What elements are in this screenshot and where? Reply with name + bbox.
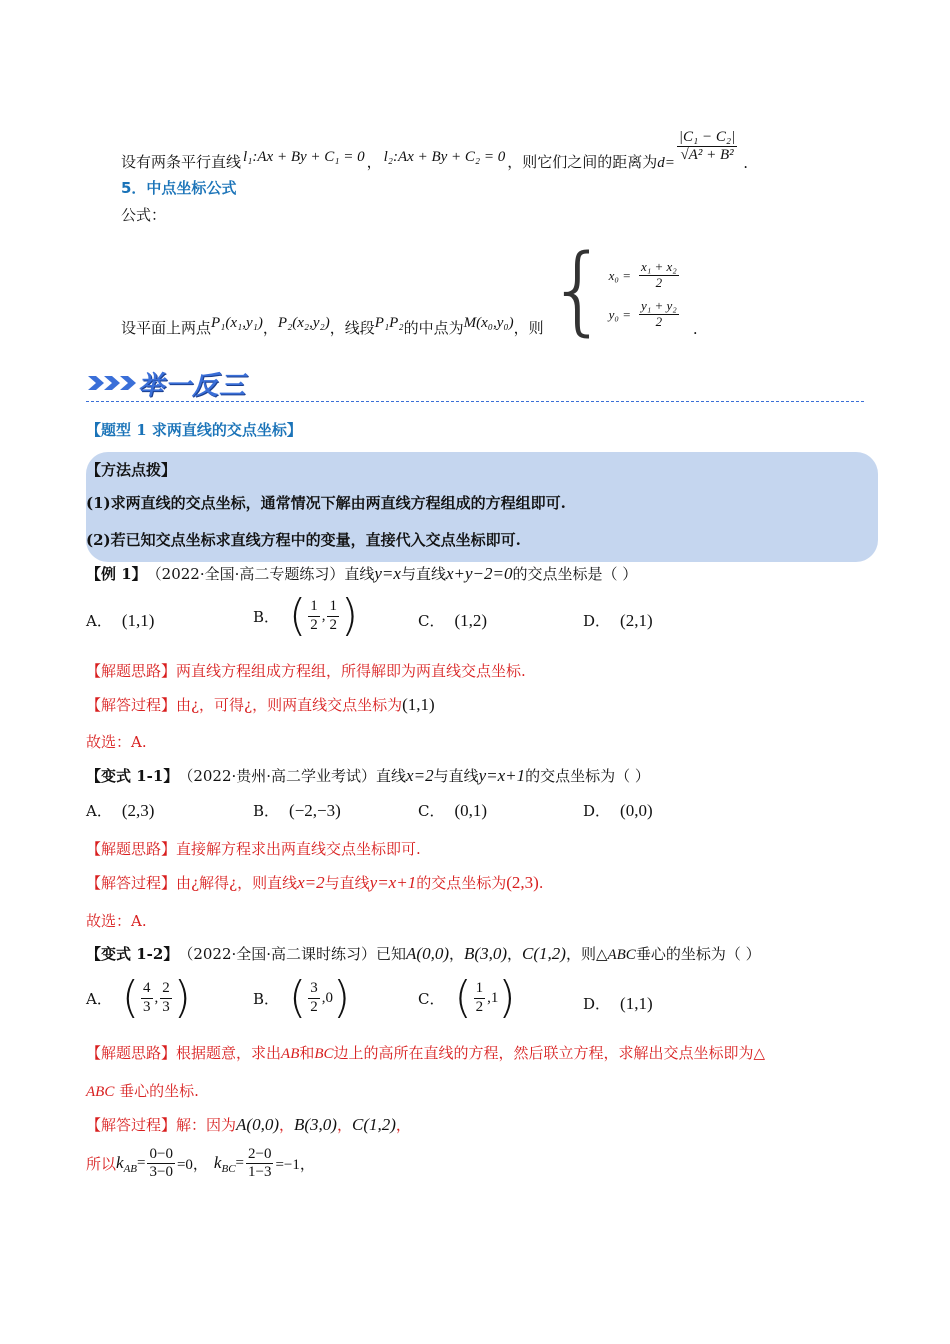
proc-tag: 【解答过程】	[86, 696, 177, 714]
system-brace: {	[547, 234, 609, 346]
idea-text: 两直线方程组成方程组，所得解即为两直线交点坐标.	[176, 662, 526, 680]
distance-end: .	[743, 154, 748, 172]
example1-choice: 故选：A.	[86, 733, 147, 751]
point-m: M(x₀,y₀)	[463, 315, 514, 331]
variant11-option-a[interactable]: A． (2,3)	[86, 800, 155, 820]
variant12-slopes: 所以 $k_{AB}$ = $\frac{0-0}{3-0}$ =0， $k_{BC}$ = $\frac{2-0}{1-3}$ =−1，	[86, 1146, 315, 1181]
y0-lhs: y₀ =	[608, 306, 631, 322]
opt-b-n2: 1	[327, 598, 339, 616]
variant11-choice: 故选：A.	[86, 912, 147, 930]
section-banner	[88, 364, 246, 402]
variant11-tail: 的交点坐标为（ ）	[525, 767, 650, 785]
point-p2: P₂(x₂,y₂)	[277, 315, 330, 331]
method-line-2: (2)若已知交点坐标求直线方程中的变量，直接代入交点坐标即可.	[86, 531, 521, 549]
example1-option-c[interactable]: C． (1,2)	[418, 610, 488, 630]
x0-denominator: 2	[655, 275, 663, 291]
distance-denominator: √A² + B²	[680, 146, 734, 163]
variant12-option-d[interactable]: D． (1,1)	[583, 993, 653, 1013]
chevron-arrows-icon	[88, 372, 138, 394]
example1-mid: 与直线	[400, 565, 446, 583]
mid-text4: ，则	[513, 319, 544, 337]
variant11-head: 【变式 1-1】	[86, 767, 179, 785]
x0-lhs: x₀ =	[608, 267, 631, 283]
example1-process	[86, 694, 435, 715]
variant11-option-b[interactable]: B． (−2,−3)	[253, 800, 341, 820]
idea-tag: 【解题思路】	[86, 662, 177, 680]
parallel-intro: 设有两条平行直线	[121, 153, 242, 171]
variant11-process: 【解答过程】 由¿解得¿，则直线 x=2 与直线 y=x+1 的交点坐标为 (2,3) .	[86, 873, 544, 892]
segment-p1p2: P₁P₂	[374, 315, 404, 331]
example1-idea	[86, 660, 526, 681]
sep: ，	[366, 153, 382, 171]
distance-fraction	[677, 129, 737, 165]
variant12-question: 【变式 1-2】 （2022·全国·高二课时练习）已知 A(0,0) ， B(3,0) ， C(1,2) ，则△ ABC 垂心的坐标为（ ）	[86, 944, 761, 963]
distance-intro: ，则它们之间的距离为	[507, 153, 658, 171]
variant12-option-a[interactable]: A． ( $\frac{4}{3}$ , $\frac{2}{3}$ )	[86, 972, 191, 1023]
parallel-distance-line	[121, 112, 748, 172]
distance-d: d=	[657, 155, 675, 171]
variant11-idea: 【解题思路】直接解方程求出两直线交点坐标即可.	[86, 840, 421, 858]
proc-text: 由¿，可得¿，则两直线交点坐标为	[176, 696, 403, 714]
variant12-process: 【解答过程】 解：因为 A(0,0) ， B(3,0) ， C(1,2) ，	[86, 1115, 411, 1134]
variant11-option-d[interactable]: D． (0,0)	[583, 800, 653, 820]
mid-text1: 设平面上两点	[121, 319, 212, 337]
example1-option-d[interactable]: D． (2,1)	[583, 610, 653, 630]
midpoint-system	[609, 260, 681, 330]
variant11-eq2: y=x+1	[478, 766, 526, 785]
banner-divider	[86, 401, 864, 402]
point-p1: P₁(x₁,y₁)	[211, 315, 263, 331]
option-d-value: (2,1)	[620, 610, 653, 630]
example1-eq2: x+y−2=0	[445, 564, 513, 583]
line-l2-equation: l₂:Ax + By + C₂ = 0	[383, 149, 506, 165]
x0-numerator: x₁ + x₂	[640, 259, 677, 275]
topic-label: 【题型 1 求两直线的交点坐标】	[86, 421, 302, 439]
variant11-mid: 与直线	[433, 767, 479, 785]
example1-option-a[interactable]: A． (1,1)	[86, 610, 155, 630]
example1-tail: 的交点坐标是（ ）	[512, 565, 638, 583]
y0-denominator: 2	[655, 314, 663, 330]
proc-answer: (1,1)	[402, 695, 435, 714]
variant11-option-c[interactable]: C． (0,1)	[418, 800, 488, 820]
mid-comma: ，	[262, 319, 278, 337]
example1-head: 【例 1】	[86, 565, 147, 583]
variant12-option-b[interactable]: B． ( $\frac{3}{2}$ , 0 )	[253, 972, 351, 1023]
variant11-answer: (2,3)	[506, 873, 539, 892]
mid-text2: ，线段	[329, 319, 375, 337]
banner-title: 举一反三	[138, 370, 247, 401]
line-l1-equation: l₁:Ax + By + C₁ = 0	[243, 149, 365, 165]
midpoint-line	[121, 228, 698, 346]
example1-option-b[interactable]: B． ( $\frac{1}{2}$ , $\frac{1}{2}$ )	[253, 590, 359, 641]
variant11-eq1: x=2	[406, 766, 434, 785]
variant11-source: （2022·贵州·高二学业考试）直线	[178, 767, 407, 785]
point-a: A(0,0)	[406, 944, 450, 963]
point-c: C(1,2)	[522, 944, 566, 963]
example1-question	[86, 563, 637, 584]
method-line-1: (1)求两直线的交点坐标，通常情况下解由两直线方程组成的方程组即可.	[86, 494, 566, 512]
distance-numerator: |C₁ − C₂|	[677, 129, 737, 147]
opt-b-d1: 2	[310, 616, 318, 633]
method-title: 【方法点拨】	[86, 461, 177, 479]
midpoint-section-title: 5．中点坐标公式	[121, 179, 237, 197]
point-b: B(3,0)	[464, 944, 507, 963]
mid-end: .	[692, 320, 698, 338]
y0-numerator: y₁ + y₂	[640, 298, 677, 314]
opt-b-n1: 1	[308, 598, 320, 616]
example1-eq1: y=x	[374, 564, 401, 583]
variant12-idea-line2: ABC 垂心的坐标.	[86, 1082, 199, 1100]
opt-b-d2: 2	[329, 616, 337, 633]
variant11-question	[86, 765, 650, 786]
example1-source: （2022·全国·高二专题练习）直线	[146, 565, 375, 583]
option-c-value: (1,2)	[454, 610, 488, 630]
variant12-idea-line1: 【解题思路】 根据题意，求出 AB 和 BC 边上的高所在直线的方程，然后联立方程，求解出交点坐标即为△	[86, 1044, 766, 1062]
variant12-option-c[interactable]: C． ( $\frac{1}{2}$ , 1 )	[418, 972, 516, 1023]
mid-text3: 的中点为	[403, 319, 464, 337]
formula-label: 公式：	[121, 206, 167, 224]
option-a-value: (1,1)	[121, 610, 155, 630]
